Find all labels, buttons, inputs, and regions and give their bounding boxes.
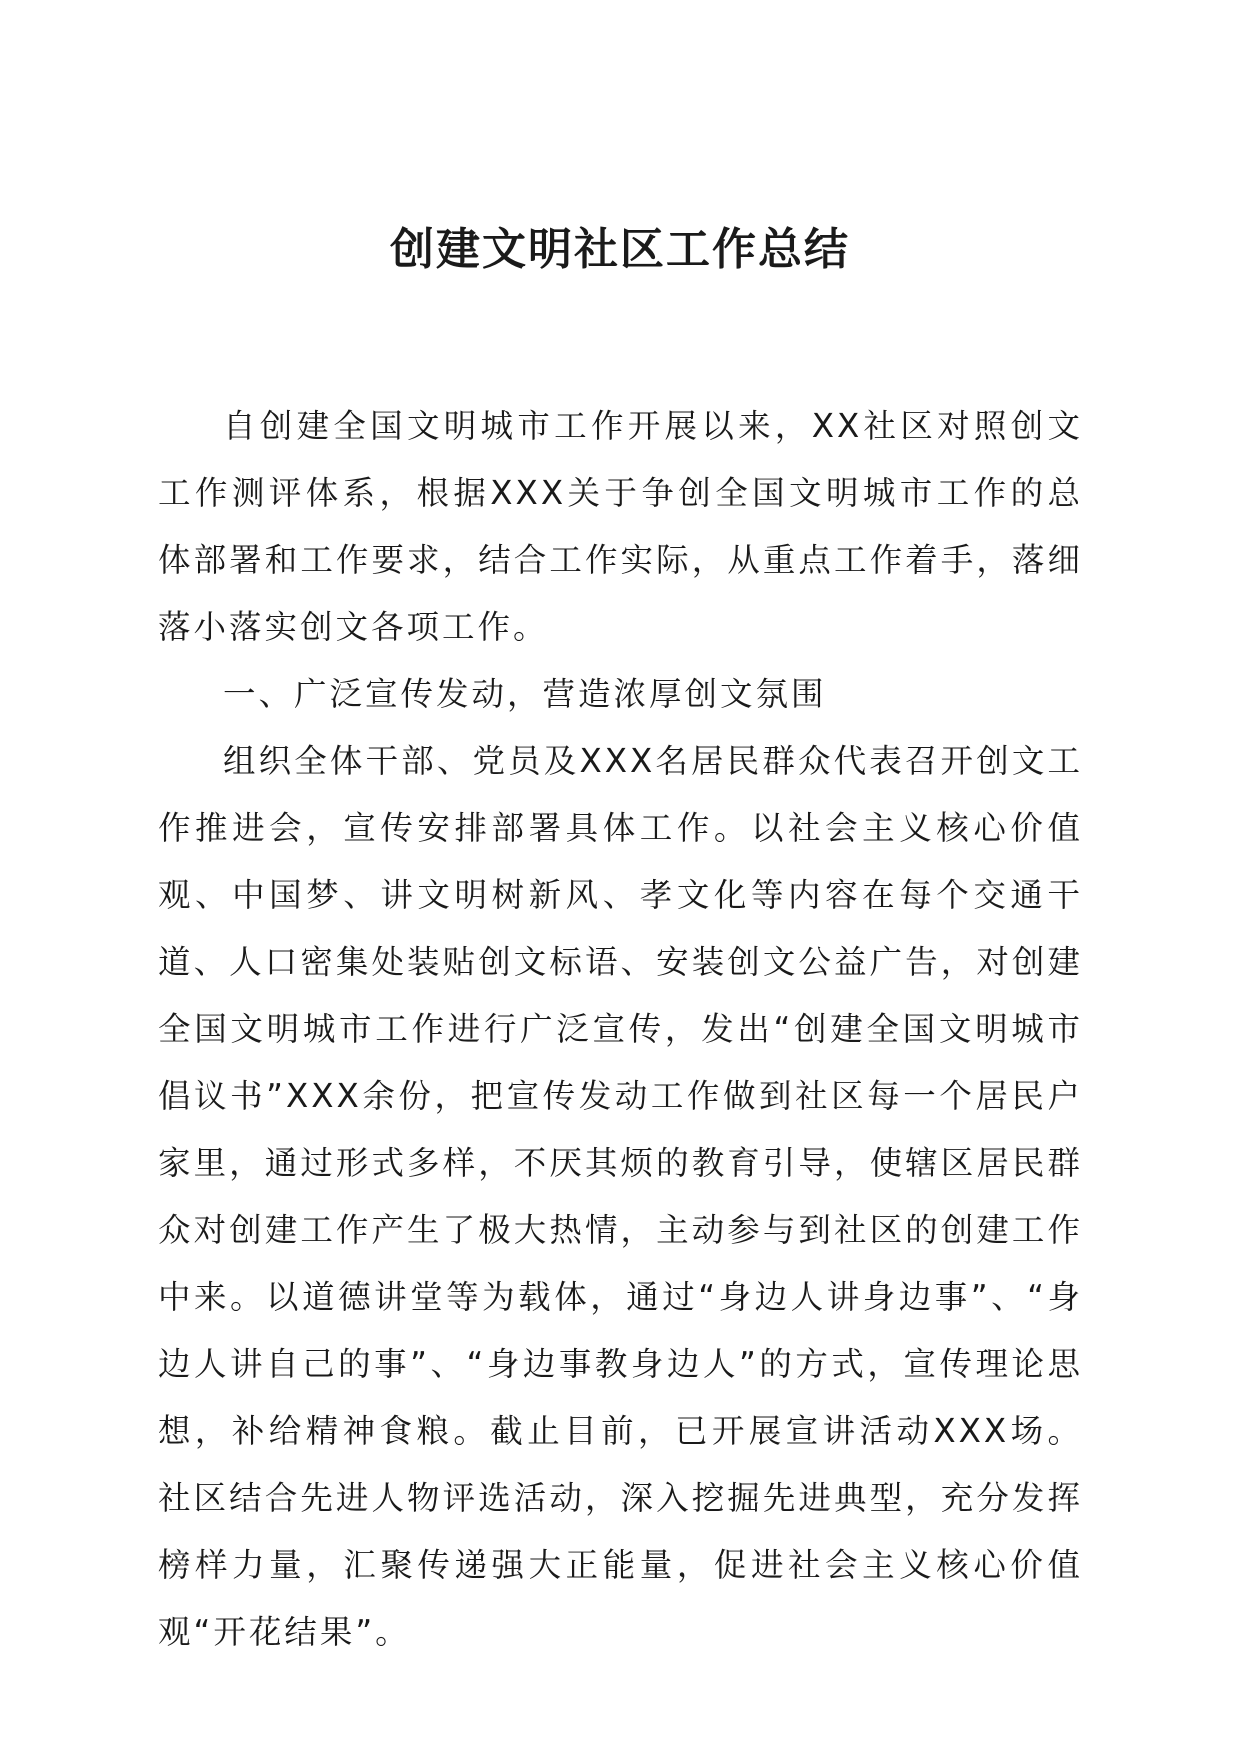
document-body	[158, 393, 1083, 1666]
section-paragraph: 组织全体干部、党员及XXX名居民群众代表召开创文工作推进会，宣传安排部署具体工作。以社会主义核心价值观、中国梦、讲文明树新风、孝文化等内容在每个交通干道、人口密集处装贴创文标语、安装创文公益广告，对创建全国文明城市工作进行广泛宣传，发出“创建全国文明城市倡议书”XXX余份，把宣传发动工作做到社区每一个居民户家里，通过形式多样，不厌其烦的教育引导，使辖区居民群众对创建工作产生了极大热情，主动参与到社区的创建工作中来。以道德讲堂等为载体，通过“身边人讲身边事”、“身边人讲自己的事”、“身边事教身边人”的方式，宣传理论思想，补给精神食粮。截止目前，已开展宣讲活动XXX场。社区结合先进人物评选活动，深入挖掘先进典型，充分发挥榜样力量，汇聚传递强大正能量，促进社会主义核心价值观“开花结果”。	[158, 742, 1083, 1651]
section-heading: 一、广泛宣传发动，营造浓厚创文氛围	[223, 675, 827, 713]
intro-paragraph: 自创建全国文明城市工作开展以来，XX社区对照创文工作测评体系，根据XXX关于争创全国文明城市工作的总体部署和工作要求，结合工作实际，从重点工作着手，落细落小落实创文各项工作。	[158, 407, 1083, 646]
document-title: 创建文明社区工作总结	[390, 224, 850, 275]
